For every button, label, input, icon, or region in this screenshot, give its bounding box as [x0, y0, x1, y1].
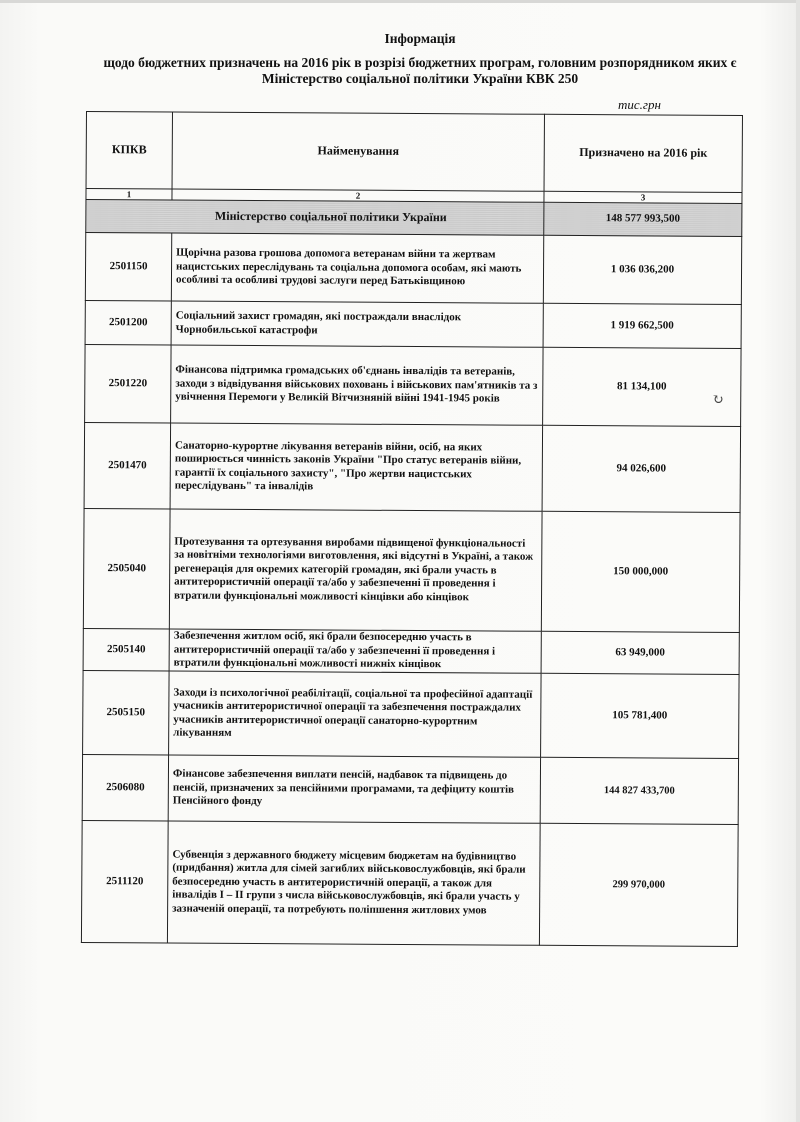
- column-number: 1: [86, 189, 172, 201]
- document-title: Інформація: [384, 31, 456, 46]
- budget-table: [81, 111, 743, 947]
- program-code: 2505040: [83, 508, 170, 629]
- table-row: [85, 233, 741, 305]
- table-row: [82, 754, 738, 824]
- program-name: Протезування та ортезування виробами підвищеної функціональності за новітніми технологіями виготовлення, які відсутні в Україні, а також регенерація для окремих категорій громадян, які брали участь в антитерористичній операції та/або у забезпеченні її проведення і втратили функціональні можливості кінцівки або кінцівок: [169, 509, 542, 631]
- program-amount: 94 026,600: [542, 425, 741, 512]
- document-subtitle: щодо бюджетних призначень на 2016 рік в розрізі бюджетних програм, головним розпорядником яких є: [103, 55, 737, 70]
- column-header-code: КПКВ: [86, 112, 172, 190]
- units-label: тис.грн: [618, 97, 661, 112]
- column-number: 3: [544, 191, 742, 203]
- table-row: [85, 344, 741, 426]
- table-header-row: [86, 112, 742, 193]
- scan-edge: [796, 0, 800, 1122]
- document-subtitle-ministry: Міністерство соціальної політики України КВК 250: [261, 71, 579, 86]
- column-number: 2: [172, 189, 544, 202]
- program-name: Субвенція з державного бюджету місцевим бюджетам на будівництво (придбання) житла для сімей загиблих військовослужбовців, які брали безпосередню участь в антитерористичній операції, а також для інвалідів I – II групи з числа військовослужбовців, які брали участь у зазначеній операції, та потребують поліпшення житлових умов: [167, 821, 540, 945]
- program-amount: 63 949,000: [541, 631, 739, 674]
- program-code: 2501470: [84, 422, 171, 509]
- column-header-amount: Призначено на 2016 рік: [544, 114, 742, 192]
- program-code: 2501200: [85, 300, 171, 345]
- table-row: [83, 508, 740, 632]
- pen-mark-icon: ↻: [712, 393, 724, 408]
- ministry-total-row: [86, 200, 742, 237]
- program-amount: 81 134,100: [543, 347, 741, 426]
- ministry-total-amount: 148 577 993,500: [544, 202, 742, 236]
- table-row: [84, 422, 741, 512]
- program-code: 2506080: [82, 754, 168, 821]
- table-row: [81, 820, 738, 946]
- table-row: [83, 628, 739, 674]
- program-name: Соціальний захист громадян, які постраждали внаслідок Чорнобильської катастрофи: [171, 301, 543, 347]
- ministry-name: Міністерство соціальної політики України: [86, 200, 544, 236]
- program-name: Заходи із психологічної реабілітації, соціальної та професійної адаптації учасників антитерористичної операції та забезпечення постраждалих учасників антитерористичної операції санаторно-курортним лікуванням: [169, 671, 542, 757]
- program-code: 2511120: [81, 820, 168, 943]
- table-row: [85, 300, 741, 348]
- program-amount: 299 970,000: [539, 823, 738, 946]
- program-name: Щорічна разова грошова допомога ветеранам війни та жертвам нацистських переслідувань та соціальна допомога особам, які мають особливі та особливі трудові заслуги перед Батьківщиною: [171, 233, 543, 303]
- program-name: Фінансове забезпечення виплати пенсій, надбавок та підвищень до пенсій, призначених за пенсійними програмами, та дефіциту коштів Пенсійного фонду: [168, 755, 540, 823]
- program-amount: 1 919 662,500: [543, 303, 741, 348]
- program-amount: 1 036 036,200: [543, 235, 741, 304]
- program-amount: 144 827 433,700: [540, 757, 738, 824]
- program-amount: 105 781,400: [541, 673, 740, 758]
- table-row: [83, 670, 740, 758]
- program-amount: 150 000,000: [541, 511, 740, 632]
- program-code: 2505140: [83, 628, 169, 671]
- program-name: Забезпечення житлом осіб, які брали безпосередню участь в антитерористичній операції та/або у забезпеченні її проведення і втратили функціональні можливості нижніх кінцівок: [169, 629, 541, 673]
- program-code: 2505150: [83, 670, 170, 755]
- column-header-name: Найменування: [172, 112, 544, 191]
- scan-edge: [0, 0, 800, 3]
- program-name: Фінансова підтримка громадських об'єднань інвалідів та ветеранів, заходи з відвідування військових поховань і військових пам'ятників та з увічнення Перемоги у Великій Вітчизняній війні 1941-1945 років: [171, 345, 543, 425]
- program-name: Санаторно-курортне лікування ветеранів війни, осіб, на яких поширюється чинність законів України "Про статус ветеранів війни, гарантії їх соціального захисту", "Про жертви нацистських переслідувань" та інвалідів: [170, 423, 543, 511]
- program-code: 2501150: [85, 233, 171, 302]
- program-code: 2501220: [85, 344, 171, 423]
